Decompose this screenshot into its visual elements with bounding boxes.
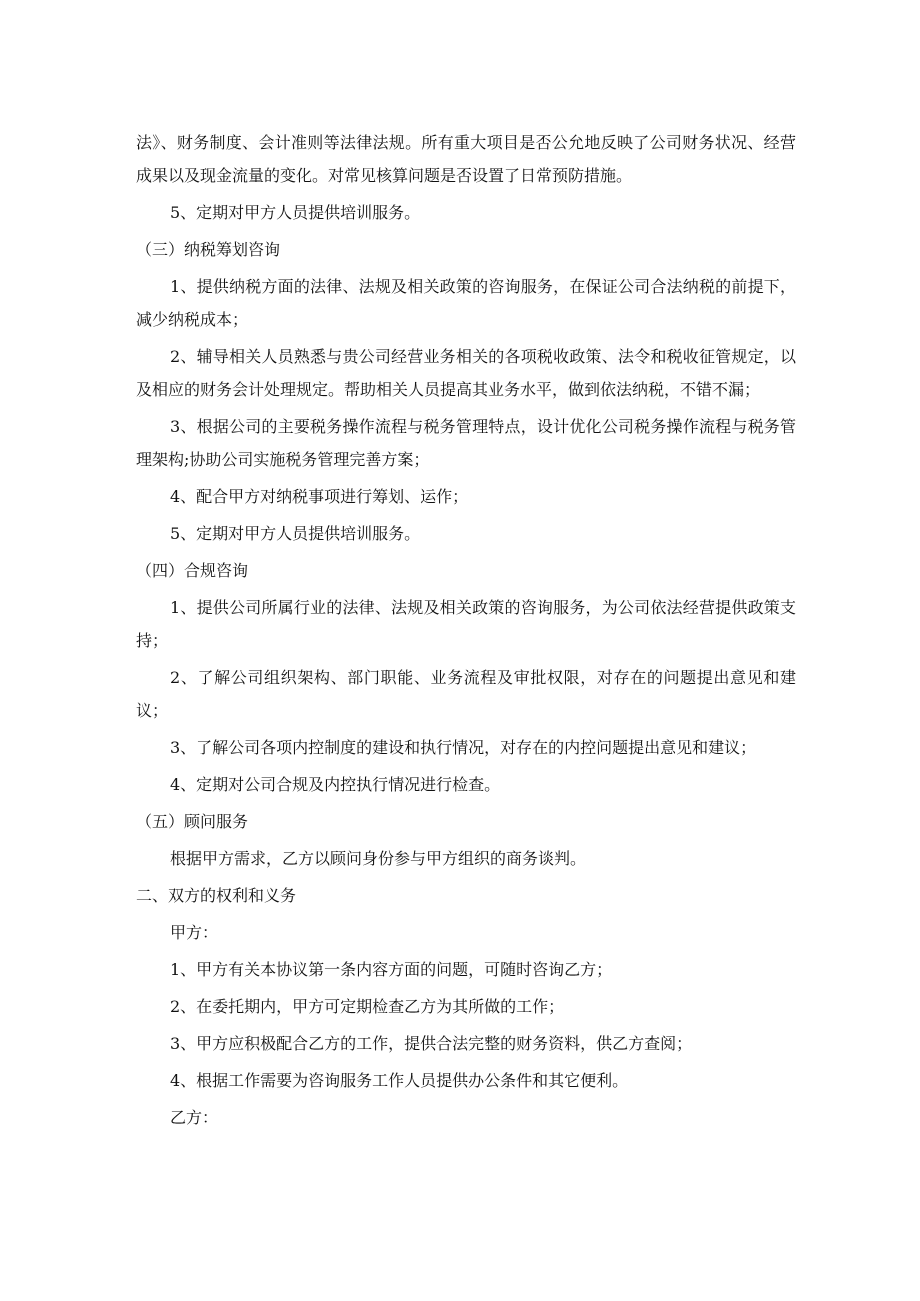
paragraph: 5、定期对甲方人员提供培训服务。 — [170, 524, 421, 543]
subsection-heading: （三）纳税筹划咨询 — [136, 240, 281, 259]
paragraph: 2、辅导相关人员熟悉与贵公司经营业务相关的各项税收政策、法令和税收征管规定，以及相应的财务会计处理规定。帮助相关人员提高其业务水平，做到依法纳税，不错不漏； — [136, 347, 796, 399]
paragraph: 根据甲方需求，乙方以顾问身份参与甲方组织的商务谈判。 — [170, 849, 587, 868]
paragraph: 3、甲方应积极配合乙方的工作，提供合法完整的财务资料，供乙方查阅； — [170, 1034, 693, 1053]
party-label: 甲方： — [170, 923, 219, 942]
paragraph: 1、甲方有关本协议第一条内容方面的问题，可随时咨询乙方； — [170, 960, 613, 979]
paragraph: 4、根据工作需要为咨询服务工作人员提供办公条件和其它便利。 — [170, 1071, 629, 1090]
paragraph: 2、在委托期内，甲方可定期检查乙方为其所做的工作； — [170, 997, 565, 1016]
document-body — [136, 126, 796, 1138]
paragraph: 5、定期对甲方人员提供培训服务。 — [170, 203, 421, 222]
paragraph: 4、配合甲方对纳税事项进行筹划、运作； — [170, 487, 469, 506]
paragraph: 3、了解公司各项内控制度的建设和执行情况，对存在的内控问题提出意见和建议； — [170, 738, 757, 757]
paragraph: 2、了解公司组织架构、部门职能、业务流程及审批权限，对存在的问题提出意见和建议； — [136, 668, 796, 720]
subsection-heading: （四）合规咨询 — [136, 561, 249, 580]
paragraph: 3、根据公司的主要税务操作流程与税务管理特点，设计优化公司税务操作流程与税务管理架构;协助公司实施税务管理完善方案； — [136, 417, 796, 469]
paragraph: 1、提供公司所属行业的法律、法规及相关政策的咨询服务，为公司依法经营提供政策支持； — [136, 598, 796, 650]
paragraph: 4、定期对公司合规及内控执行情况进行检查。 — [170, 775, 501, 794]
party-label: 乙方： — [170, 1108, 219, 1127]
paragraph: 1、提供纳税方面的法律、法规及相关政策的咨询服务，在保证公司合法纳税的前提下，减少纳税成本； — [136, 277, 796, 329]
subsection-heading: （五）顾问服务 — [136, 812, 249, 831]
section-heading: 二、双方的权利和义务 — [136, 886, 297, 905]
paragraph: 法》、财务制度、会计准则等法律法规。所有重大项目是否公允地反映了公司财务状况、经营成果以及现金流量的变化。对常见核算问题是否设置了日常预防措施。 — [136, 133, 796, 185]
